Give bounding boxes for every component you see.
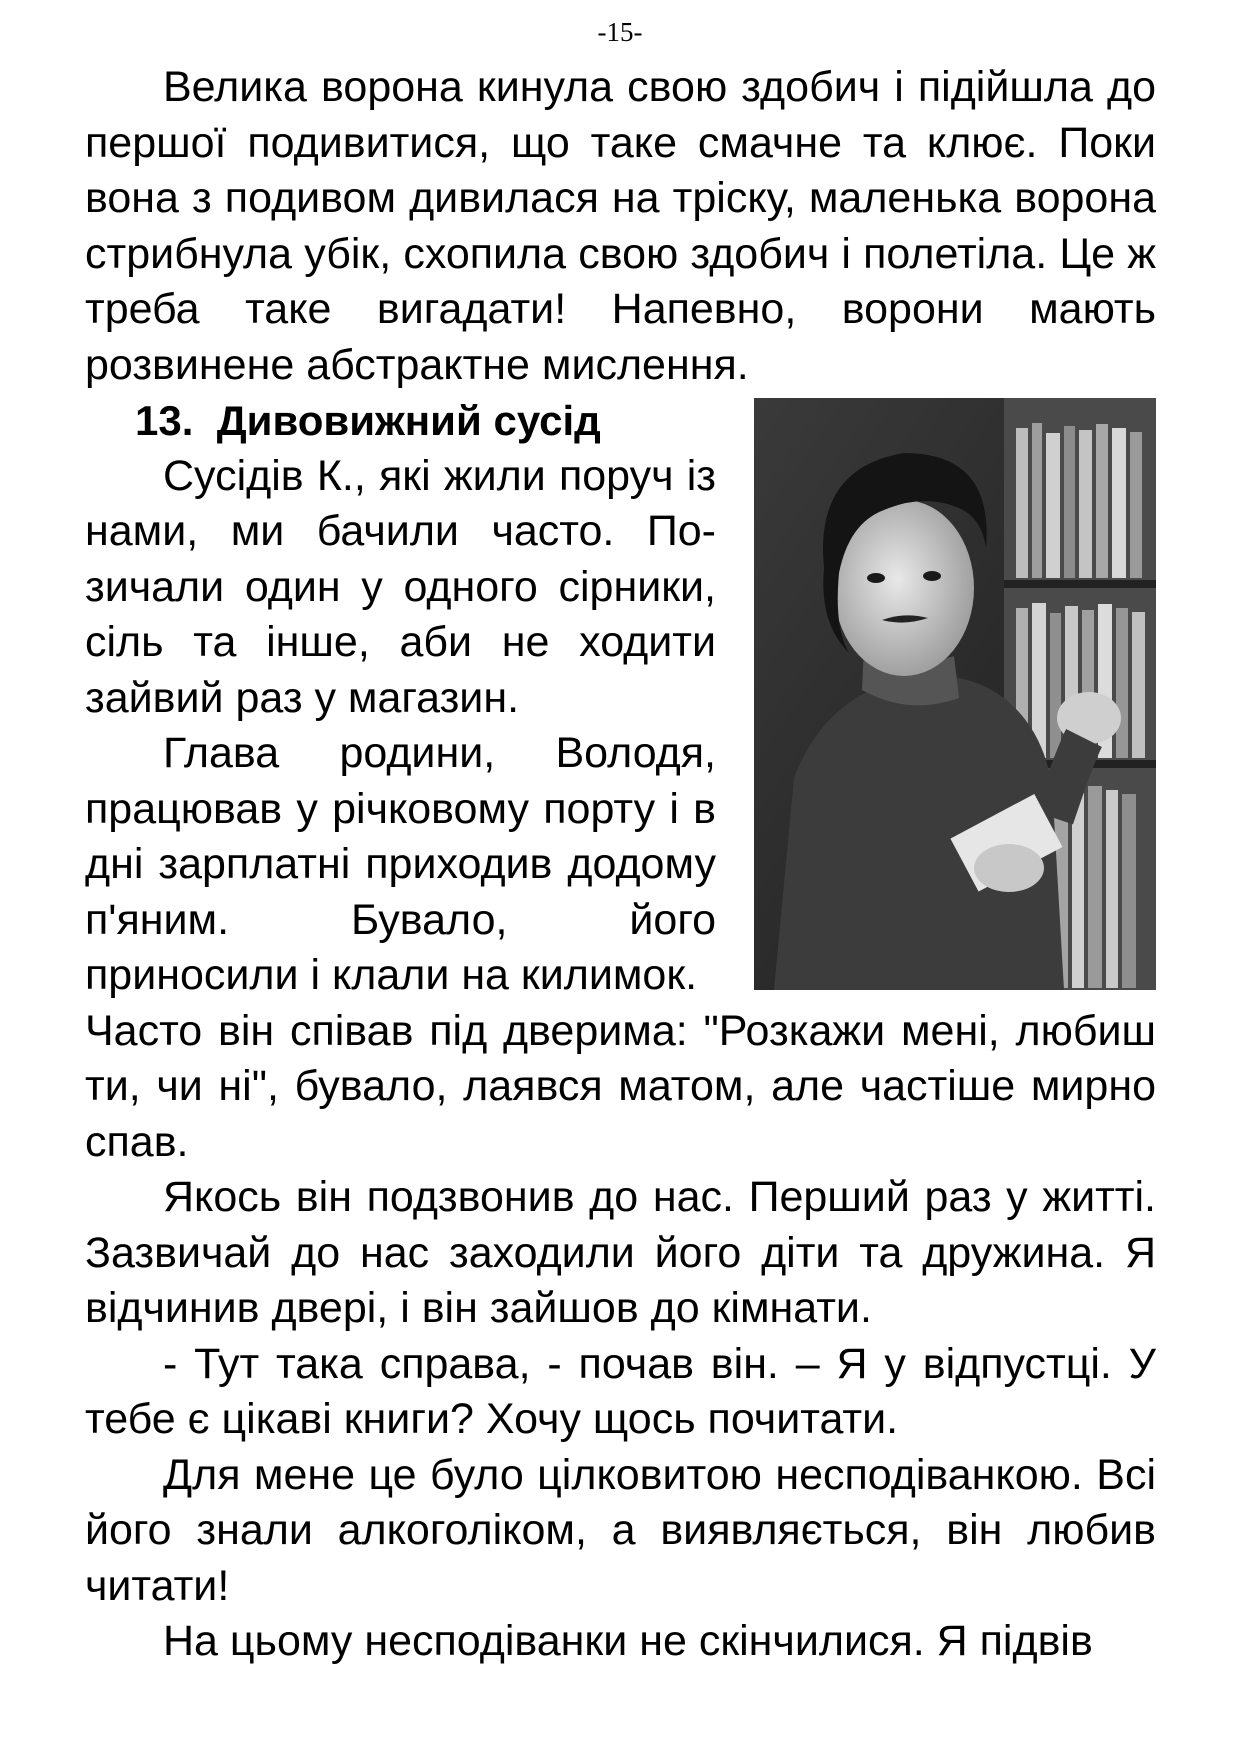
page-body <box>85 60 1156 1670</box>
paragraph: Часто він співав під дверима: "Розкажи мені, любиш ти, чи ні", бувало, лаявся матом, але частіше мирно спав. <box>85 1006 1156 1166</box>
paragraph: На цьому несподіванки не скінчилися. Я підвів <box>163 1617 1093 1665</box>
paragraph: Сусідів К., які жили поруч із нами, ми бачили часто. Позичали один у одного сірники, сіль та інше, аби не ходити зайвий раз у магазин. <box>85 451 716 722</box>
paragraph: - Тут така справа, - почав він. – Я у відпустці. У тебе є цікаві книги? Хочу щось почитати. <box>85 1339 1156 1443</box>
intro-paragraph: Велика ворона кинула свою здобич і підійшла до першої подивитися, що таке смачне та клює. Поки вона з подивом дивилася на тріску, маленька ворона стрибнула убік, схопила свою здобич і полетіла. Це ж треба таке вигадати! Напевно, ворони мають розвинене абстрактне мислення. <box>85 63 1156 389</box>
page-number: -15- <box>597 17 643 47</box>
paragraph: Для мене це було цілковитою несподіванкою. Всі його знали алкоголіком, а виявляється, він любив читати! <box>85 1450 1156 1610</box>
section-number: 13. <box>135 397 194 444</box>
portrait-photo-illustration <box>754 398 1156 990</box>
paragraph: Якось він подзвонив до нас. Перший раз у житті. Зазвичай до нас заходили його діти та дружина. Я відчинив двері, і він зайшов до кімнати. <box>85 1173 1156 1332</box>
paragraph: Глава родини, Володя, працював у річковому порту і в дні зарплатні приходив додому п'яним. Бувало, його приносили і клали на килимок. <box>85 729 716 999</box>
section-title: Дивовижний сусід <box>216 397 601 444</box>
portrait-photo <box>754 398 1156 990</box>
